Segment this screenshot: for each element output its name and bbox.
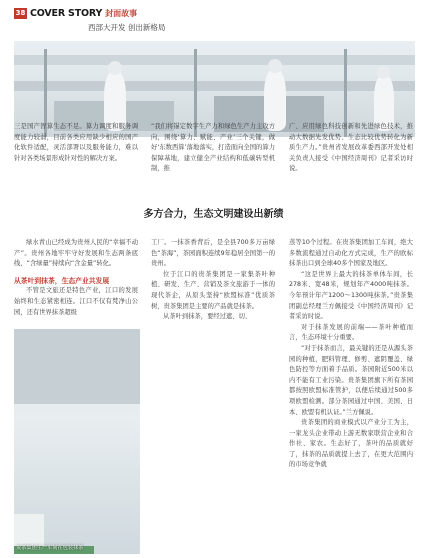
running-header [14,6,137,20]
bottom-column-2 [151,238,275,323]
bottom-column-1 [14,238,138,318]
bottom-column-3 [289,238,413,471]
page-number: 38 [15,9,26,17]
paragraph: 不管是文旅还是特色产业，江口的发展始终和生态紧密相连。江口不仅有梵净山公园，还有世界抹茶超级 [14,287,138,316]
section-heading: 多方合力，生态文明建设出新绩 [143,209,284,220]
paragraph: 贵茶集团的商业模式以产业分工为主，一家龙头企业带动上游无数家联营企业和合作社、家农。生态好了，茶叶的品质就好了，抹茶的品质就提上去了，在更大范围内的市场竞争就 [289,419,413,469]
paragraph: 对于抹茶发展的前端——茶叶种植而言，生态环境十分重要。 [289,323,413,342]
paragraph: “这是世界上最大的抹茶单体车间，长278米、宽48米，规划年产4000吨抹茶。今年预计年产1200～1300吨抹茶。”贵茶集团副总经理兰方佩接受《中国经济周刊》记者采访时说。 [289,270,413,321]
paragraph: 位于江口的贵茶集团是一家集茶叶种植、研发、生产、营销及茶文旅游于一体的现代茶企，从原头坚持“欧盟标准”优质茶树，贵茶集团是主要的产品就是抹茶。 [151,270,275,310]
photo-caption: 贵茶集团生产车间在包装抹茶 [16,545,84,551]
top-column-1: 三是国产智算生态不足。算力调度和服务调度能力较弱，目前各类应用缺少相应的国产化软件适配，灵活部署以及服务能力，难以针对各类场景形成针对性的解决方案。 [14,123,138,162]
paragraph: “对于抹茶而言，最关键的还是从源头茶园的种植，肥料管理、修剪、遮阴覆盖、绿色防控等方面着手品质。茶园附近500米以内不能有工业污染。贵茶集团旗下所有茶园都按照欧盟标准管护，以便后续通过500多项欧盟检测。部分茶园通过中国、美国、日本、欧盟有机认证。”兰方佩说。 [289,344,413,416]
paragraph: 蒸等10个过程。在贵茶集团加工车间，绝大多数流程通过自动化方式完成，生产的欧标抹茶出口到全球40多个国家及地区。 [289,239,413,268]
intro-paragraph: 绿水青山已经成为贵州人民的“幸福不动产”。贵州各地牢牢守好发展和生态两条底线，“含绿量”持续向“含金量”转化。 [14,239,138,268]
paragraph: 工厂。一抹茶香背后，是全县700多万亩绿色“茶海”，茶园面积连续9年稳居全国第一的贵州。 [151,239,275,268]
subheading: 从茶叶到抹茶，生态产业共发展 [14,276,110,285]
section-label-en: COVER STORY [30,7,103,19]
tea-packaging-photo [14,329,140,554]
section-label-cn: 封面故事 [105,8,138,18]
paragraph: 从茶叶到抹茶，要经过遮、切、 [163,313,252,321]
header-subtitle: 西部大开发 创出新格局 [88,23,166,32]
top-column-2: “我们将锚定数字生产力和绿色生产力主攻方向，围绕‘算力、赋能、产业’三个关键，做好‘东数西算’落地落实，打造面向全国的算力保障基地，建立健全产业结构和低碳转型机制，推 [151,123,275,173]
top-column-3: 广、应用绿色科技创新和先进绿色技术，推动大数据先发优势、生态比较优势转化为新质生产力。”贵州省发展改革委西部开发处相关负责人接受《中国经济周刊》记者采访时说。 [289,123,413,173]
